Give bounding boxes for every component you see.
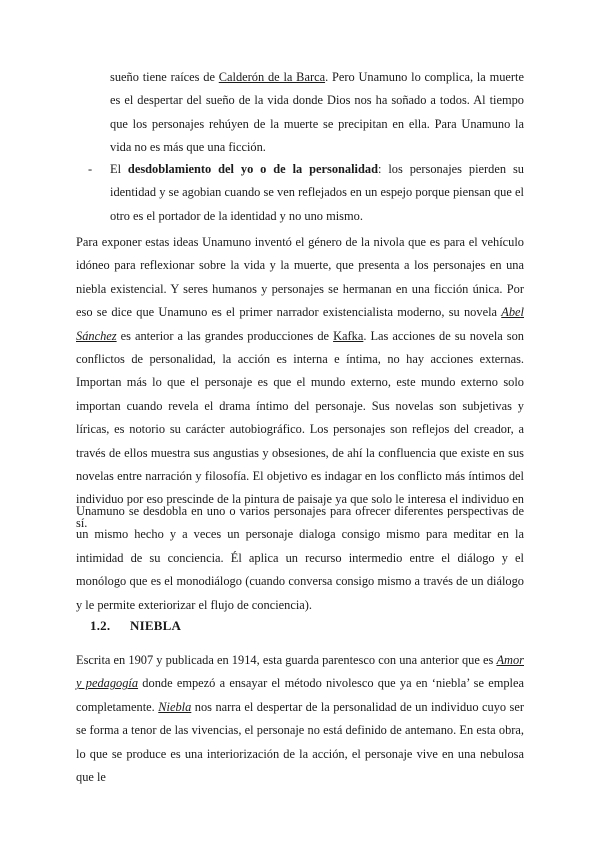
link-kafka[interactable]: Kafka — [333, 328, 364, 343]
paragraph-nivola — [76, 231, 524, 535]
link-abel-sanchez[interactable]: Abel Sánchez — [76, 305, 524, 343]
text-segment: Unamuno se desdobla en uno o varios personajes para ofrecer diferentes perspectivas de un mismo hecho y a veces un personaje dialoga consigo mismo para meditar en la intimidad de su conciencia. Él aplica un recurso intermedio entre el diálogo y el monólogo que es el monodiálogo (cuando conversa consigo mismo a través de un diálogo y le permite exteriorizar el flujo de conciencia). — [76, 504, 524, 612]
text-segment: nos narra el despertar de la personalidad de un individuo cuyo ser se forma a tenor de las vivencias, el personaje no está definido de antemano. En esta obra, lo que se produce es una interiorización de la acción, el personaje vive en una nebulosa que le — [76, 699, 524, 785]
text-segment: El — [110, 162, 128, 176]
text-segment: es anterior a las grandes producciones de — [116, 328, 334, 343]
paragraph-desdobla — [76, 500, 524, 617]
bullet-desdoblamiento — [110, 158, 524, 228]
text-segment: : los personajes pierden su identidad y se agobian cuando se ven reflejados en un espejo porque piensan que el otro es el portador de la identidad y no uno mismo. — [110, 162, 524, 223]
text-segment: sueño tiene raíces de — [110, 70, 219, 84]
text-segment: . Las acciones de su novela son conflictos de personalidad, la acción es interna e íntima, no hay acciones externas. Importan más lo que el personaje es que el mundo externo, este mundo externo solo importan cuando revela el drama íntimo del personaje. Sus novelas son subjetivas y líricas, es notorio su carácter autobiográfico. Los personajes son reflejos del creador, a través de ellos muestra sus angustias y obsesiones, de ahí la confluencia que existe en sus novelas entre narración y filosofía. El objetivo es indagar en los conflicto más íntimos del individuo por eso prescinde de la pintura de paisaje ya que solo le interesa el individuo en sí. — [76, 328, 524, 530]
paragraph-niebla — [76, 649, 524, 789]
section-title: NIEBLA — [130, 618, 182, 633]
section-number: 1.2. — [90, 618, 111, 633]
text-segment: . Pero Unamuno lo complica, la muerte es el despertar del sueño de la vida donde Dios nos ha soñado a todos. Al tiempo que los personajes rehúyen de la muerte se precipitan en ella. Para Unamuno la vida no es más que una ficción. — [110, 70, 524, 155]
text-segment: donde empezó a ensayar el método nivolesco que ya en ‘niebla’ se emplea completamente. — [76, 676, 524, 714]
section-heading — [90, 618, 181, 634]
bullet-continuation-paragraph — [110, 66, 524, 160]
bullet-dash: - — [88, 162, 93, 176]
link-niebla[interactable]: Niebla — [158, 699, 192, 714]
link-amor-y-pedagogia[interactable]: Amor y pedagogía — [76, 653, 524, 691]
text-segment: Para exponer estas ideas Unamuno inventó el género de la nivola que es para el vehículo idóneo para reflexionar sobre la vida y la muerte, que presenta a los personajes en una niebla existencial. Y seres humanos y personajes se hermanan en una ficción única. Por eso se dice que Unamuno es el primer narrador existencialista moderno, su novela — [76, 235, 524, 320]
bold-term: desdoblamiento del yo o de la personalidad — [127, 162, 378, 176]
link-calderon-de-la-barca[interactable]: Calderón de la Barca — [218, 70, 326, 84]
text-segment: Escrita en 1907 y publicada en 1914, esta guarda parentesco con una anterior que es — [76, 653, 497, 667]
